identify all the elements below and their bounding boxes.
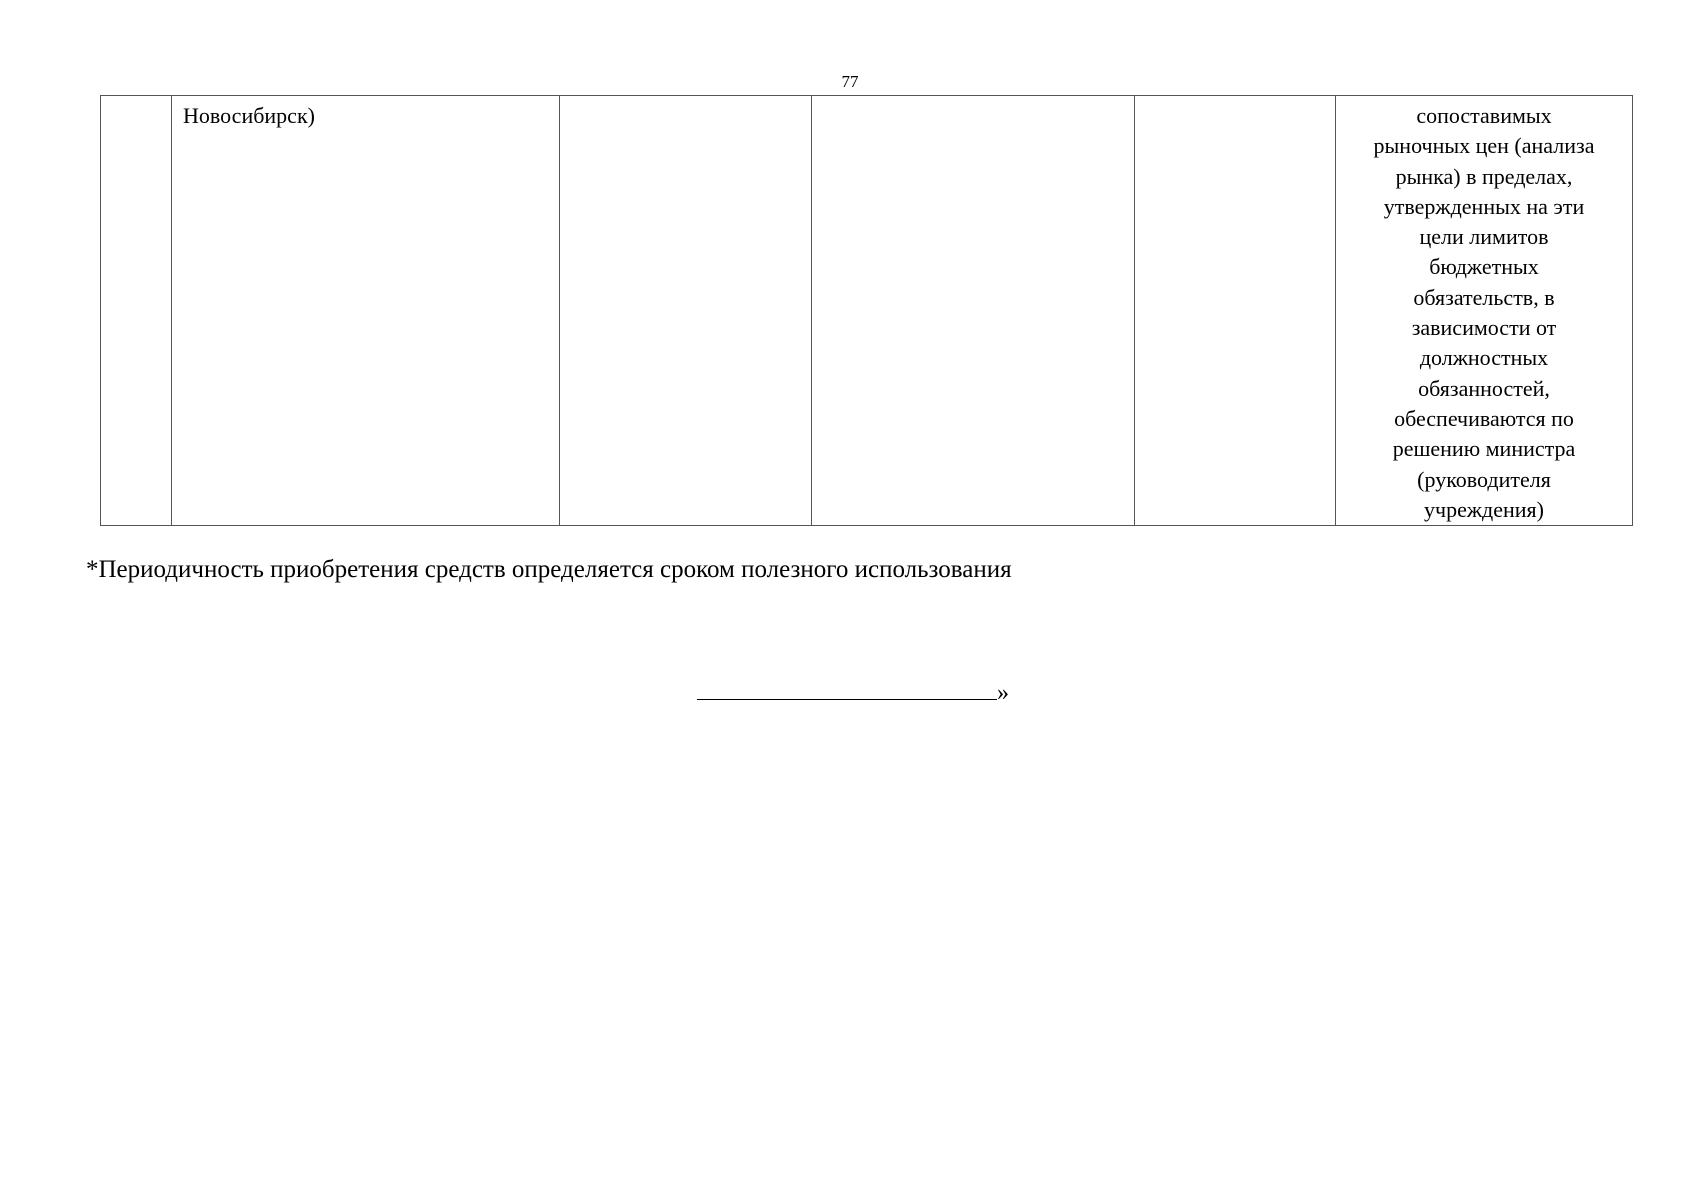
page-number: 77: [841, 72, 859, 91]
note-line: утвержденных на эти: [1383, 193, 1585, 219]
document-table: [100, 95, 1633, 526]
note-line: учреждения): [1424, 496, 1544, 522]
closing-quote-mark: »: [997, 680, 1009, 706]
note-line: зависимости от: [1411, 315, 1557, 341]
note-line: сопоставимых: [1416, 103, 1552, 128]
table-cell-note: [1336, 96, 1633, 526]
table-cell-empty: [560, 96, 812, 526]
note-line: (руководителя: [1417, 466, 1551, 492]
note-line: обязательств, в: [1413, 284, 1555, 310]
closing-line: [697, 675, 1009, 705]
table-row: [101, 96, 1633, 526]
note-line: обязанностей,: [1418, 375, 1550, 401]
signature-rule: [697, 675, 997, 700]
note-line: бюджетных: [1429, 254, 1539, 280]
note-line: обеспечиваются по: [1394, 405, 1574, 431]
note-line: рынка) в пределах,: [1395, 163, 1573, 189]
table-cell-organization: Новосибирск): [172, 96, 560, 526]
note-line: цели лимитов: [1419, 224, 1549, 250]
table-cell-number: [101, 96, 172, 526]
note-line: решению министра: [1392, 436, 1576, 462]
footnote: *Периодичность приобретения средств определяется сроком полезного использования: [86, 556, 1012, 583]
table-cell-empty: [1135, 96, 1336, 526]
table-cell-empty: [812, 96, 1135, 526]
note-line: рыночных цен (анализа: [1373, 133, 1595, 159]
note-line: должностных: [1419, 345, 1549, 371]
